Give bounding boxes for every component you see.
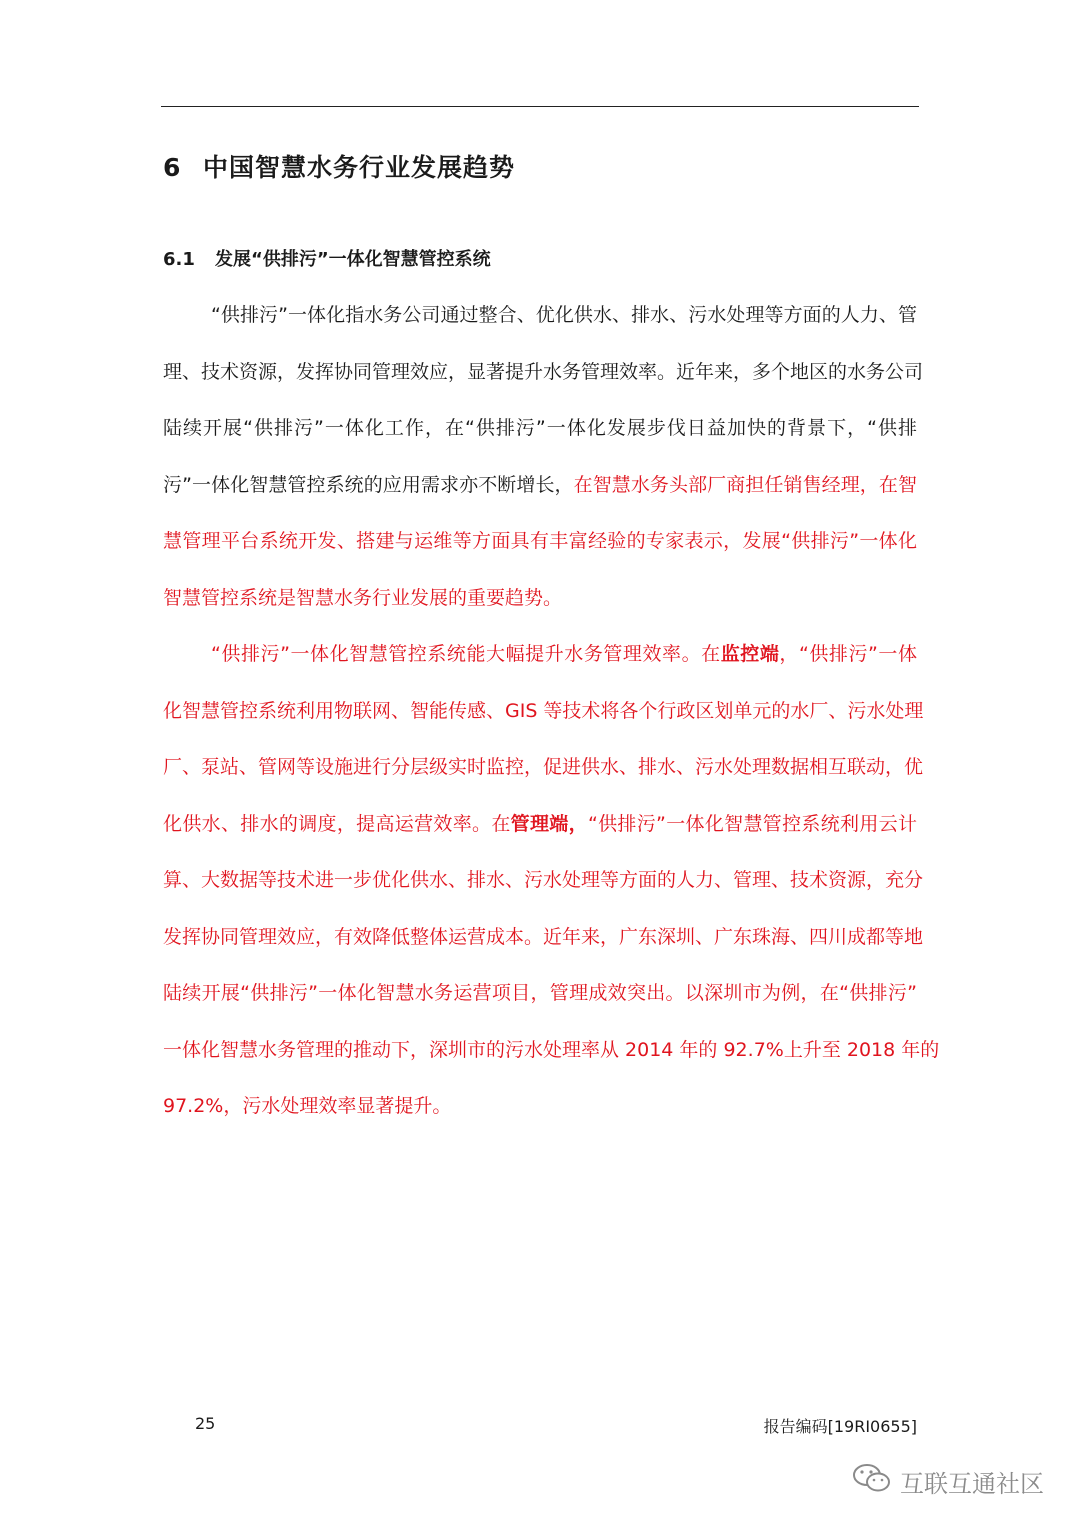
paragraph-line [163,1094,917,1118]
watermark [852,1462,1044,1500]
paragraph-line [163,529,917,553]
paragraph-line [163,473,917,497]
text-run: 慧管理平台系统开发、搭建与运维等方面具有丰富经验的专家表示，发展“供排污”一体化 [163,530,917,552]
text-run: ，“供排污”一体 [779,643,917,665]
text-run: 一体化智慧水务管理的推动下，深圳市的污水处理率从 2014 年的 92.7%上升至 2018 年的 [163,1038,940,1061]
paragraph-line [163,868,924,892]
section-title: 发展“供排污”一体化智慧管控系统 [215,249,491,270]
text-run: 化供水、排水的调度，提高运营效率。在 [163,812,511,835]
text-run: “供排污”一体化指水务公司通过整合、优化供水、排水、污水处理等方面的人力、管 [211,304,917,326]
chapter-title: 中国智慧水务行业发展趋势 [203,153,516,182]
text-run: 陆续开展“供排污”一体化工作，在“供排污”一体化发展步伐日益加快的背景下，“供排 [163,417,917,439]
header-rule [161,106,919,107]
watermark-text: 互联互通社区 [900,1469,1044,1498]
text-run: 污”一体化智慧管控系统的应用需求亦不断增长， [163,473,574,496]
chapter-number: 6 [163,153,182,182]
emphasis-text: 管理端， [510,812,588,835]
text-run: 发挥协同管理效应，有效降低整体运营成本。近年来，广东深圳、广东珠海、四川成都等地 [163,925,924,948]
section-number: 6.1 [163,249,195,270]
text-run: 陆续开展“供排污”一体化智慧水务运营项目，管理成效突出。以深圳市为例，在“供排污” [163,982,917,1004]
paragraph-line [163,925,924,949]
paragraph-line [163,416,917,440]
wechat-icon [852,1462,892,1500]
paragraph-line [163,699,924,723]
text-run: “供排污”一体化智慧管控系统能大幅提升水务管理效率。在 [211,643,721,665]
text-run: 97.2%，污水处理效率显著提升。 [163,1095,452,1117]
paragraph-line [163,981,917,1005]
page-number: 25 [195,1414,216,1433]
section-heading [163,245,491,271]
paragraph-line [163,1038,940,1062]
paragraph-line [163,360,924,384]
text-run: “供排污”一体化智慧管控系统利用云计 [587,812,917,835]
paragraph-line [211,303,917,327]
emphasis-text: 监控端 [720,643,780,665]
text-run: 化智慧管控系统利用物联网、智能传感、GIS 等技术将各个行政区划单元的水厂、污水处理 [163,699,924,722]
paragraph-line [211,642,917,666]
text-run: 算、大数据等技术进一步优化供水、排水、污水处理等方面的人力、管理、技术资源，充分 [163,869,924,891]
paragraph-line [163,812,917,836]
chapter-heading [163,148,515,184]
text-run: 在智慧水务头部厂商担任销售经理，在智 [573,473,917,496]
text-run: 厂、泵站、管网等设施进行分层级实时监控，促进供水、排水、污水处理数据相互联动，优 [163,756,924,778]
text-run: 智慧管控系统是智慧水务行业发展的重要趋势。 [163,586,563,609]
paragraph-line [163,755,924,779]
paragraph-line [163,586,917,610]
text-run: 理、技术资源，发挥协同管理效应，显著提升水务管理效率。近年来，多个地区的水务公司 [163,360,924,383]
report-code: 报告编码[19RI0655] [763,1417,917,1436]
